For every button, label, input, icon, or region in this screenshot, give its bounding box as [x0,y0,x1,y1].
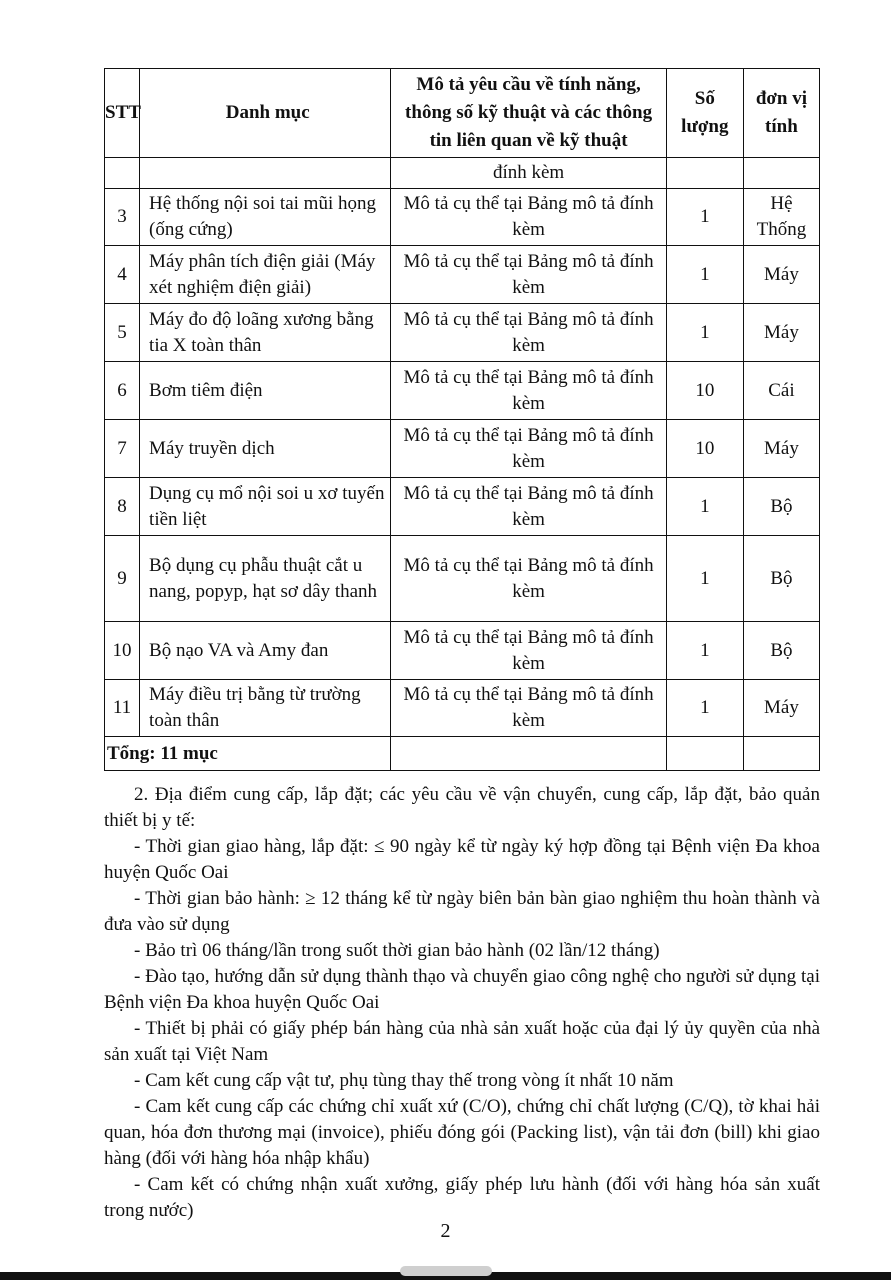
row-stt: 11 [105,680,140,737]
row-qty: 1 [666,680,743,737]
row-unit: Máy [743,246,819,304]
row-qty: 10 [666,362,743,420]
header-name: Danh mục [140,69,391,158]
requirement-item: - Cam kết cung cấp các chứng chỉ xuất xứ (C/O), chứng chỉ chất lượng (C/Q), tờ khai hải quan, hóa đơn thương mại (invoice), phiếu đóng gói (Packing list), vận tải đơn (bill) khi giao hàng (đối với hàng hóa nhập khẩu) [104,1096,820,1169]
row-unit: Cái [743,362,819,420]
row-stt: 8 [105,478,140,536]
row-qty: 1 [666,536,743,622]
row-qty: 1 [666,246,743,304]
row-unit: Máy [743,420,819,478]
total-unit-cell [743,737,819,771]
equipment-table [104,68,820,771]
page-number: 2 [440,1220,451,1242]
requirement-item: - Cam kết cung cấp vật tư, phụ tùng thay thế trong vòng ít nhất 10 năm [134,1070,674,1091]
row-name: Dụng cụ mổ nội soi u xơ tuyến tiền liệt [140,478,391,536]
row-stt: 5 [105,304,140,362]
total-desc-cell [391,737,666,771]
table-total-row [105,737,820,771]
header-desc: Mô tả yêu cầu về tính năng, thông số kỹ thuật và các thông tin liên quan về kỹ thuật [391,69,666,158]
requirement-item: - Bảo trì 06 tháng/lần trong suốt thời gian bảo hành (02 lần/12 tháng) [134,940,660,961]
table-header-row [105,69,820,158]
row-unit: Bộ [743,536,819,622]
table-row [105,680,820,737]
total-label: Tổng: 11 mục [105,737,391,771]
requirement-item: - Đào tạo, hướng dẫn sử dụng thành thạo và chuyển giao công nghệ cho người sử dụng tại Bệnh viện Đa khoa huyện Quốc Oai [104,966,820,1013]
requirements-section [104,782,820,1224]
row-unit [743,158,819,189]
row-name [140,158,391,189]
row-qty [666,158,743,189]
row-desc: đính kèm [391,158,666,189]
row-unit: Hệ Thống [743,189,819,246]
row-name: Máy đo độ loãng xương bằng tia X toàn thân [140,304,391,362]
table-row [105,158,820,189]
table-row [105,536,820,622]
row-stt: 7 [105,420,140,478]
row-desc: Mô tả cụ thể tại Bảng mô tả đính kèm [391,680,666,737]
row-name: Hệ thống nội soi tai mũi họng (ống cứng) [140,189,391,246]
table-row [105,189,820,246]
requirement-item: - Thời gian bảo hành: ≥ 12 tháng kể từ ngày biên bản bàn giao nghiệm thu hoàn thành và đưa vào sử dụng [104,888,820,935]
total-qty-cell [666,737,743,771]
row-stt: 9 [105,536,140,622]
row-stt [105,158,140,189]
home-indicator[interactable] [400,1266,492,1276]
header-stt: STT [105,69,140,158]
row-desc: Mô tả cụ thể tại Bảng mô tả đính kèm [391,362,666,420]
row-stt: 6 [105,362,140,420]
row-unit: Bộ [743,622,819,680]
row-qty: 10 [666,420,743,478]
row-desc: Mô tả cụ thể tại Bảng mô tả đính kèm [391,536,666,622]
row-name: Bơm tiêm điện [140,362,391,420]
row-desc: Mô tả cụ thể tại Bảng mô tả đính kèm [391,304,666,362]
row-stt: 4 [105,246,140,304]
row-desc: Mô tả cụ thể tại Bảng mô tả đính kèm [391,478,666,536]
table-row [105,478,820,536]
requirement-item: - Thiết bị phải có giấy phép bán hàng của nhà sản xuất hoặc của đại lý ủy quyền của nhà sản xuất tại Việt Nam [104,1018,820,1065]
header-qty: Số lượng [666,69,743,158]
row-stt: 10 [105,622,140,680]
row-desc: Mô tả cụ thể tại Bảng mô tả đính kèm [391,189,666,246]
row-name: Bộ nạo VA và Amy đan [140,622,391,680]
row-name: Máy phân tích điện giải (Máy xét nghiệm điện giải) [140,246,391,304]
table-row [105,362,820,420]
table-row [105,622,820,680]
section-heading: 2. Địa điểm cung cấp, lắp đặt; các yêu cầu về vận chuyển, cung cấp, lắp đặt, bảo quản thiết bị y tế: [104,784,820,831]
row-name: Bộ dụng cụ phẫu thuật cắt u nang, popyp, hạt sơ dây thanh [140,536,391,622]
row-unit: Máy [743,304,819,362]
row-desc: Mô tả cụ thể tại Bảng mô tả đính kèm [391,622,666,680]
row-name: Máy điều trị bằng từ trường toàn thân [140,680,391,737]
row-desc: Mô tả cụ thể tại Bảng mô tả đính kèm [391,420,666,478]
row-stt: 3 [105,189,140,246]
row-qty: 1 [666,304,743,362]
row-qty: 1 [666,478,743,536]
header-unit: đơn vị tính [743,69,819,158]
row-desc: Mô tả cụ thể tại Bảng mô tả đính kèm [391,246,666,304]
table-row [105,304,820,362]
row-qty: 1 [666,622,743,680]
row-unit: Bộ [743,478,819,536]
row-qty: 1 [666,189,743,246]
row-name: Máy truyền dịch [140,420,391,478]
requirement-item: - Cam kết có chứng nhận xuất xưởng, giấy phép lưu hành (đối với hàng hóa sản xuất trong nước) [104,1174,820,1221]
table-row [105,246,820,304]
table-row [105,420,820,478]
table-body [105,158,820,771]
row-unit: Máy [743,680,819,737]
requirement-item: - Thời gian giao hàng, lắp đặt: ≤ 90 ngày kể từ ngày ký hợp đồng tại Bệnh viện Đa khoa huyện Quốc Oai [104,836,820,883]
